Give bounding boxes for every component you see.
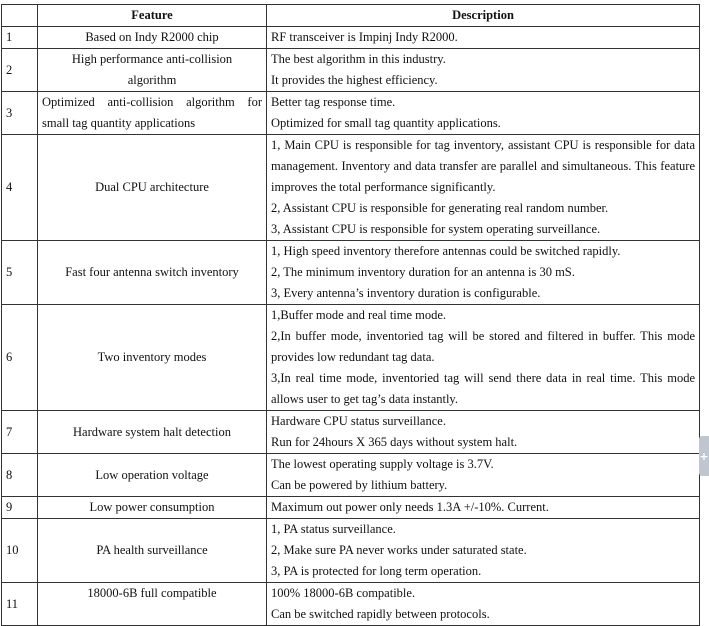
table-row xyxy=(2,305,700,411)
table-row xyxy=(2,241,700,305)
description-line: Can be switched rapidly between protocols. xyxy=(271,607,490,621)
feature-cell: Optimized anti-collision algorithm for small tag quantity applications xyxy=(38,92,267,135)
feature-cell: Hardware system halt detection xyxy=(38,411,267,454)
description-cell xyxy=(267,305,700,411)
description-line: RF transceiver is Impinj Indy R2000. xyxy=(271,30,458,44)
feature-cell: PA health surveillance xyxy=(38,519,267,583)
description-line: 1,Buffer mode and real time mode. xyxy=(271,308,447,322)
table-header-row xyxy=(2,5,700,27)
description-line: Maximum out power only needs 1.3A +/-10%. Current. xyxy=(271,500,549,514)
row-number: 2 xyxy=(2,49,38,92)
feature-cell: High performance anti-collision algorithm xyxy=(38,49,267,92)
description-line: The lowest operating supply voltage is 3.7V. xyxy=(271,457,494,471)
description-line: 2, The minimum inventory duration for an antenna is 30 mS. xyxy=(271,265,575,279)
description-cell xyxy=(267,583,700,626)
description-cell xyxy=(267,49,700,92)
row-number: 8 xyxy=(2,454,38,497)
description-cell xyxy=(267,519,700,583)
description-line: 1, PA status surveillance. xyxy=(271,522,396,536)
table-row xyxy=(2,92,700,135)
plus-icon: + xyxy=(699,449,709,463)
description-line: Hardware CPU status surveillance. xyxy=(271,414,446,428)
table-row xyxy=(2,27,700,49)
description-line: 3,In real time mode, inventoried tag will send there data in real time. This mode allows user to get tag’s data instantly. xyxy=(271,371,695,406)
feature-cell: Fast four antenna switch inventory xyxy=(38,241,267,305)
row-number: 4 xyxy=(2,135,38,241)
header-feature: Feature xyxy=(38,5,267,27)
description-line: 2, Assistant CPU is responsible for generating real random number. xyxy=(271,201,609,215)
row-number: 11 xyxy=(2,583,38,626)
description-cell xyxy=(267,497,700,519)
description-cell xyxy=(267,92,700,135)
table-row xyxy=(2,49,700,92)
description-line: 3, PA is protected for long term operation. xyxy=(271,564,482,578)
feature-cell: Two inventory modes xyxy=(38,305,267,411)
row-number: 1 xyxy=(2,27,38,49)
table-row xyxy=(2,519,700,583)
description-cell xyxy=(267,411,700,454)
description-cell xyxy=(267,241,700,305)
description-cell xyxy=(267,454,700,497)
feature-table xyxy=(1,4,700,626)
description-line: Can be powered by lithium battery. xyxy=(271,478,448,492)
description-line: 3, Every antenna’s inventory duration is configurable. xyxy=(271,286,541,300)
row-number: 7 xyxy=(2,411,38,454)
description-line: Better tag response time. xyxy=(271,95,396,109)
description-line: 2,In buffer mode, inventoried tag will be stored and filtered in buffer. This mode provides low redundant tag data. xyxy=(271,329,695,364)
description-line: 100% 18000-6B compatible. xyxy=(271,586,416,600)
row-number: 10 xyxy=(2,519,38,583)
description-line: Optimized for small tag quantity applications. xyxy=(271,116,501,130)
side-expand-tab[interactable] xyxy=(699,436,709,476)
description-line: 2, Make sure PA never works under saturated state. xyxy=(271,543,527,557)
row-number: 6 xyxy=(2,305,38,411)
feature-cell: Low power consumption xyxy=(38,497,267,519)
table-row xyxy=(2,411,700,454)
feature-cell: Dual CPU architecture xyxy=(38,135,267,241)
feature-cell: Based on Indy R2000 chip xyxy=(38,27,267,49)
description-cell xyxy=(267,135,700,241)
description-cell xyxy=(267,27,700,49)
description-line: The best algorithm in this industry. xyxy=(271,52,446,66)
description-line: 1, Main CPU is responsible for tag inventory, assistant CPU is responsible for data management. Inventory and data transfer are parallel and simultaneous. This feature improves the total performance significantly. xyxy=(271,138,695,194)
description-line: It provides the highest efficiency. xyxy=(271,73,438,87)
description-line: 3, Assistant CPU is responsible for system operating surveillance. xyxy=(271,222,601,236)
table-row xyxy=(2,583,700,626)
table-row xyxy=(2,454,700,497)
row-number: 3 xyxy=(2,92,38,135)
feature-cell: Low operation voltage xyxy=(38,454,267,497)
header-number xyxy=(2,5,38,27)
row-number: 5 xyxy=(2,241,38,305)
feature-cell: 18000-6B full compatible xyxy=(38,583,267,626)
description-line: 1, High speed inventory therefore antennas could be switched rapidly. xyxy=(271,244,621,258)
table-row xyxy=(2,135,700,241)
header-description: Description xyxy=(267,5,700,27)
table-row xyxy=(2,497,700,519)
description-line: Run for 24hours X 365 days without system halt. xyxy=(271,435,518,449)
row-number: 9 xyxy=(2,497,38,519)
